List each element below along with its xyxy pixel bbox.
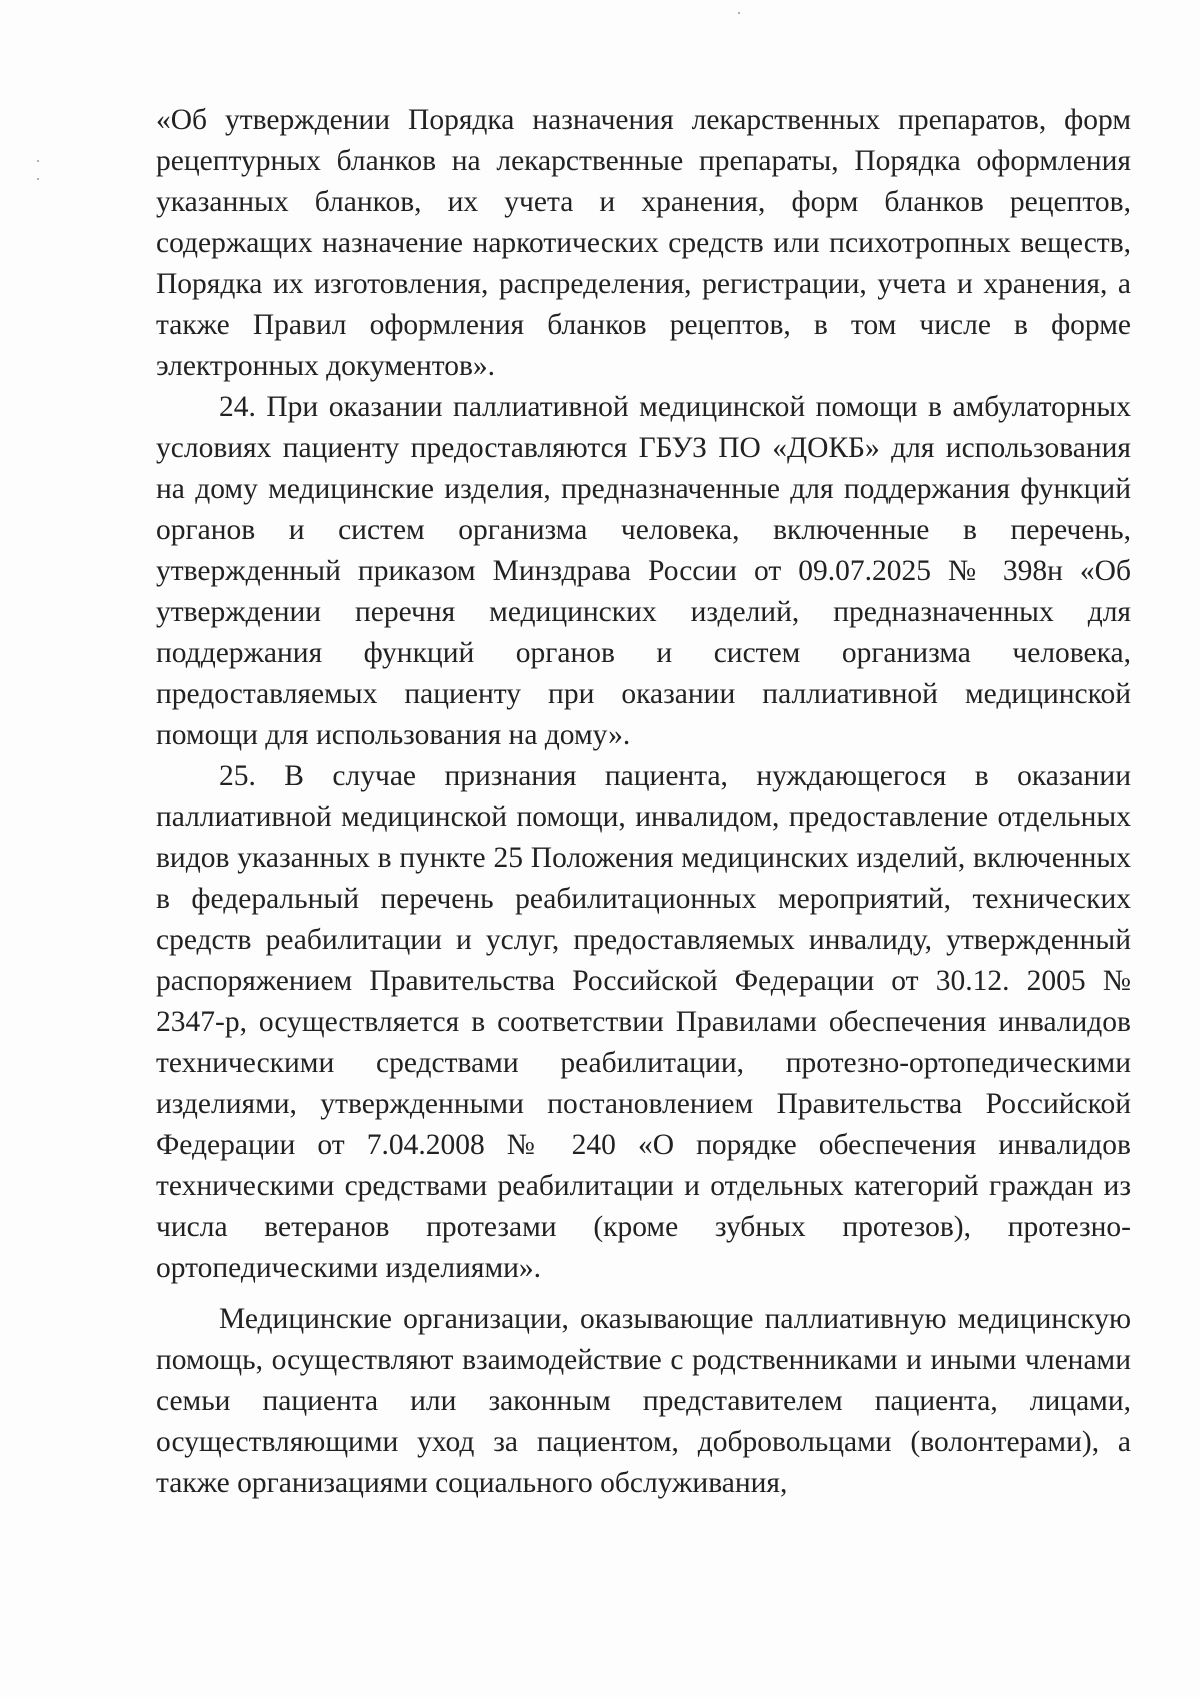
paragraph-25: 25. В случае признания пациента, нуждающегося в оказании паллиативной медицинской помощи, инвалидом, предоставление отдельных видов указанных в пункте 25 Положения медицинских изделий, включенных в федеральный перечень реабилитационных мероприятий, технических средств реабилитации и услуг, предоставляемых инвалиду, утвержденный распоряжением Правительства Российской Федерации от 30.12. 2005 № 2347-р, осуществляется в соответствии Правилами обеспечения инвалидов техническими средствами реабилитации, протезно-ортопедическими изделиями, утвержденными постановлением Правительства Российской Федерации от 7.04.2008 № 240 «О порядке обеспечения инвалидов техническими средствами реабилитации и отдельных категорий граждан из числа ветеранов протезами (кроме зубных протезов), протезно-ортопедическими изделиями». (156, 760, 1131, 1284)
paragraph-continuation: «Об утверждении Порядка назначения лекарственных препаратов, форм рецептурных бланков на лекарственные препараты, Порядка оформления указанных бланков, их учета и хранения, форм бланков рецептов, содержащих назначение наркотических средств или психотропных веществ, Порядка их изготовления, распределения, регистрации, учета и хранения, а также Правил оформления бланков рецептов, в том числе в форме электронных документов». (156, 104, 1131, 382)
scan-speck-left-1 (37, 160, 39, 162)
paragraph-organizations: Медицинские организации, оказывающие паллиативную медицинскую помощь, осуществляют взаимодействие с родственниками и иными членами семьи пациента или законным представителем пациента, лицами, осуществляющими уход за пациентом, добровольцами (волонтерами), а также организациями социального обслуживания, (156, 1303, 1131, 1499)
document-body (156, 100, 1131, 1504)
scan-speck-left-2 (37, 178, 39, 180)
paragraph-24: 24. При оказании паллиативной медицинской помощи в амбулаторных условиях пациенту предоставляются ГБУЗ ПО «ДОКБ» для использования на дому медицинские изделия, предназначенные для поддержания функций органов и систем организма человека, включенные в перечень, утвержденный приказом Минздрава России от 09.07.2025 № 398н «Об утверждении перечня медицинских изделий, предназначенных для поддержания функций органов и систем организма человека, предоставляемых пациенту при оказании паллиативной медицинской помощи для использования на дому». (156, 391, 1131, 751)
scan-speck-top (738, 12, 740, 14)
